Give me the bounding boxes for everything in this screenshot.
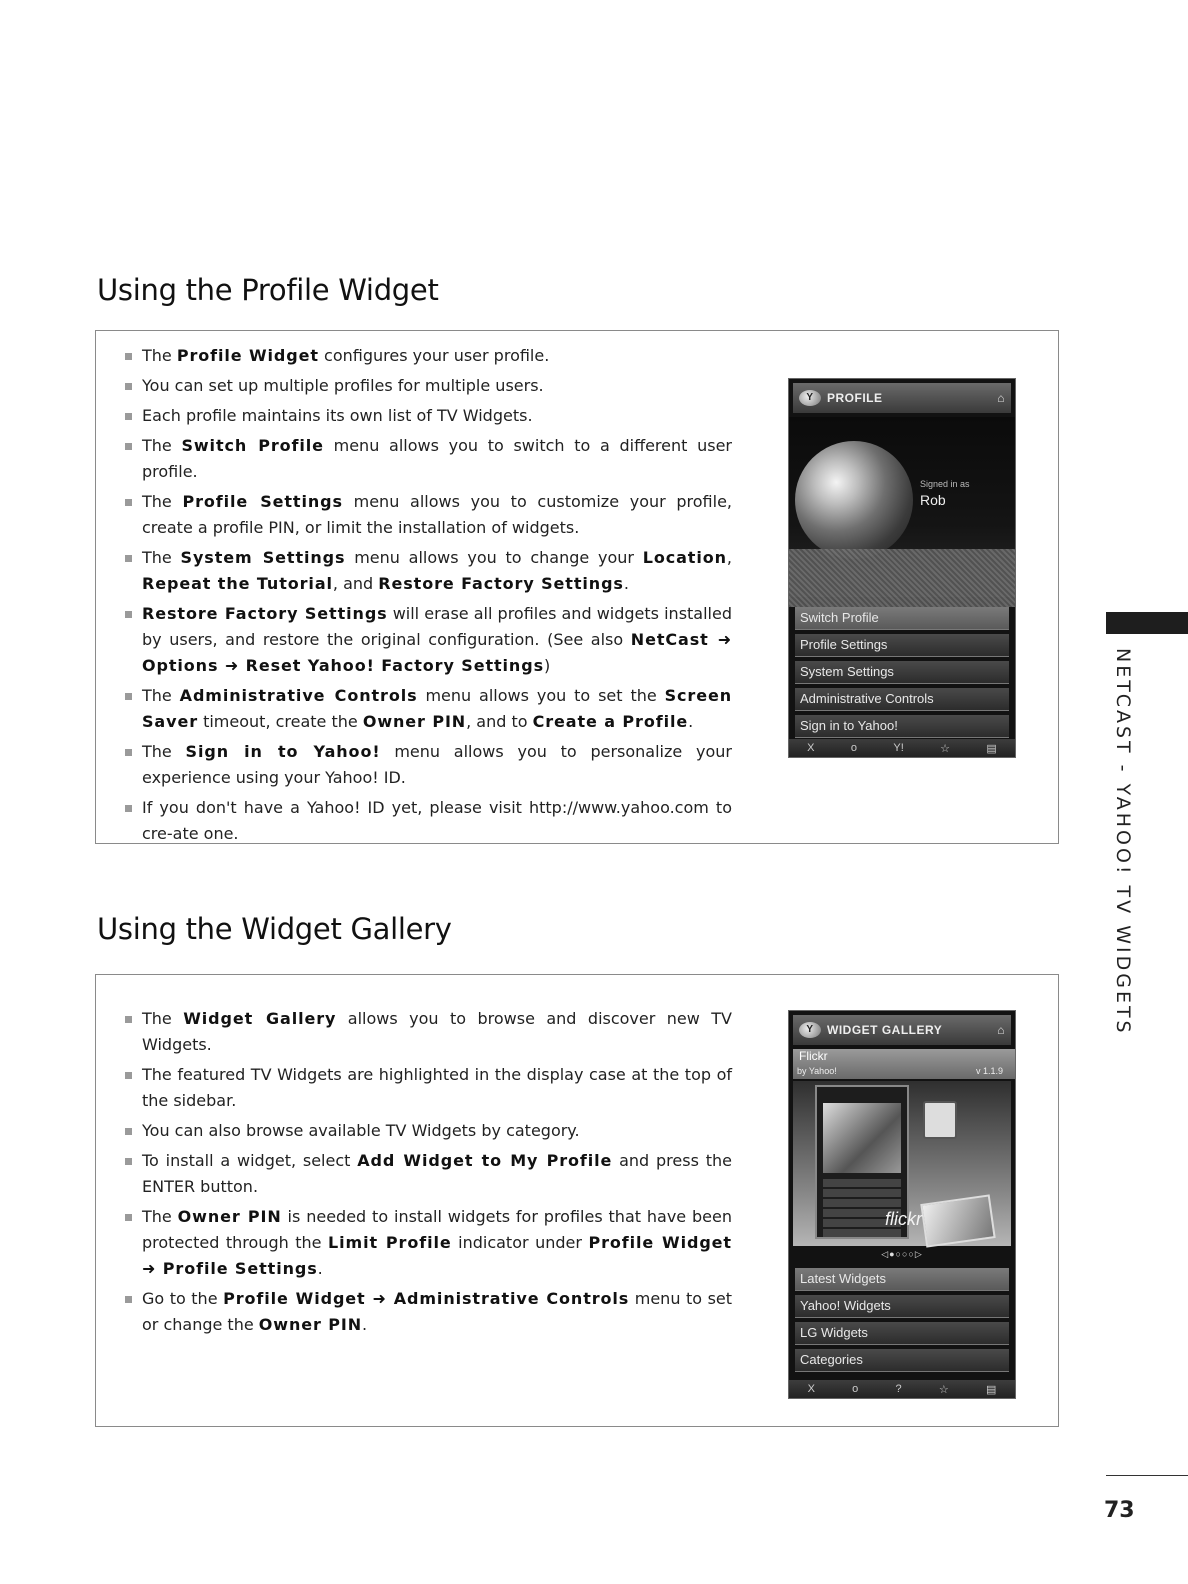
bullet-item	[124, 1006, 732, 1058]
bullet-item	[124, 1118, 732, 1144]
bold-term: Profile Widget	[176, 346, 319, 365]
bold-term: Limit Profile	[328, 1233, 452, 1252]
menu-item-categories[interactable]: Categories	[795, 1349, 1009, 1372]
bullet-text: , and to	[466, 712, 533, 731]
display-case[interactable]	[793, 1081, 1011, 1246]
bullet-text: The	[142, 346, 177, 365]
home-icon: ⌂	[997, 1023, 1005, 1037]
bold-term: Restore Factory Settings	[378, 574, 624, 593]
bold-term: Profile Settings	[182, 492, 343, 511]
settings-icon[interactable]: o	[850, 742, 857, 754]
bullet-text: .	[362, 1315, 368, 1334]
footer-rule	[1106, 1475, 1188, 1476]
bullet-text: will erase all profiles and widgets installed by users, and restore the original configuration. (See also	[142, 604, 732, 649]
bullet-item	[124, 795, 732, 847]
bold-term: Create a Profile	[532, 712, 689, 731]
gallery-menu	[795, 1268, 1009, 1376]
home-icon: ⌂	[997, 391, 1005, 405]
bullet-text: allows you to browse and discover new TV Widgets.	[142, 1009, 733, 1054]
bullet-item	[124, 601, 732, 679]
decor-band	[789, 549, 1015, 607]
profile-screen	[788, 378, 1016, 758]
settings-icon[interactable]: o	[852, 1383, 859, 1395]
bullet-item	[124, 343, 732, 369]
bold-term: Repeat the Tutorial	[142, 574, 333, 593]
bullet-item	[124, 545, 732, 597]
yahoo-icon: Y	[799, 390, 821, 406]
featured-widget-name: Flickr	[799, 1049, 828, 1063]
bold-term: Owner PIN	[258, 1315, 363, 1334]
widget-gallery-box	[95, 974, 1059, 1427]
bullet-text: The	[142, 742, 186, 761]
widget-gallery-bullets	[124, 1006, 732, 1342]
bullet-text: is needed to install widgets for profiles that have been protected through the	[142, 1207, 733, 1252]
menu-icon[interactable]: ▤	[986, 742, 997, 755]
bold-term: Restore Factory Settings	[142, 604, 388, 623]
bullet-text: menu to set or change the	[142, 1289, 733, 1334]
bullet-text: timeout, create the	[198, 712, 363, 731]
bullet-text: configures your user profile.	[318, 346, 550, 365]
bullet-text: .	[688, 712, 694, 731]
menu-item-administrative-controls[interactable]: Administrative Controls	[795, 688, 1009, 711]
flickr-logo: flickr	[885, 1209, 922, 1229]
bullet-text: and press the ENTER button.	[142, 1151, 733, 1196]
bullet-text: The featured TV Widgets are highlighted in the display case at the top of the sidebar.	[142, 1065, 732, 1110]
bullet-text: menu allows you to personalize your experience using your Yahoo! ID.	[142, 742, 732, 787]
bold-term: Sign in to Yahoo!	[185, 742, 381, 761]
bullet-item	[124, 1148, 732, 1200]
bold-term: Add Widget to My Profile	[357, 1151, 613, 1170]
bold-term: Owner PIN	[362, 712, 467, 731]
signed-in-user: Rob	[920, 492, 946, 508]
page-number: 73	[1104, 1498, 1135, 1523]
close-icon[interactable]: X	[807, 1383, 815, 1395]
section-heading-widget-gallery: Using the Widget Gallery	[97, 912, 452, 946]
menu-item-profile-settings[interactable]: Profile Settings	[795, 634, 1009, 657]
pager-dots[interactable]: ◁●○○○▷	[881, 1249, 923, 1259]
menu-icon[interactable]: ▤	[985, 1383, 997, 1396]
profile-widget-box	[95, 330, 1059, 844]
bold-term: Profile Widget ➜ Administrative Controls	[223, 1289, 630, 1308]
screen-title: WIDGET GALLERY	[827, 1023, 943, 1037]
bullet-item	[124, 403, 732, 429]
bullet-item	[124, 433, 732, 485]
bullet-text: menu allows you to set the	[417, 686, 665, 705]
bullet-item	[124, 683, 732, 735]
screen-footer	[789, 739, 1015, 757]
section-heading-profile-widget: Using the Profile Widget	[97, 273, 439, 307]
globe-image	[795, 441, 913, 559]
bullet-text: You can also browse available TV Widgets by category.	[142, 1121, 580, 1140]
bullet-text: If you don't have a Yahoo! ID yet, please visit http://www.yahoo.com to cre-ate one.	[142, 798, 732, 843]
screen-title-bar	[793, 383, 1011, 413]
bullet-text: menu allows you to change your	[345, 548, 643, 567]
bullet-text: You can set up multiple profiles for multiple users.	[142, 376, 544, 395]
bullet-text: menu allows you to customize your profile, create a profile PIN, or limit the installation of widgets.	[142, 492, 733, 537]
bold-term: Administrative Controls	[179, 686, 418, 705]
screen-footer	[789, 1380, 1015, 1398]
bullet-item	[124, 489, 732, 541]
signed-in-label: Signed in as	[920, 479, 970, 489]
bullet-text: indicator under	[451, 1233, 589, 1252]
bold-term: Widget Gallery	[183, 1009, 337, 1028]
bullet-text: .	[623, 574, 629, 593]
bullet-item	[124, 1204, 732, 1282]
bullet-item	[124, 1286, 732, 1338]
photos-image	[920, 1194, 995, 1247]
bullet-text: The	[142, 1009, 184, 1028]
bold-term: System Settings	[180, 548, 346, 567]
chapter-label: NETCAST - YAHOO! TV WIDGETS	[1112, 648, 1134, 1036]
bullet-item	[124, 373, 732, 399]
star-icon[interactable]: ☆	[938, 1383, 949, 1396]
bullet-text: To install a widget, select	[142, 1151, 358, 1170]
yahoo-icon[interactable]: Y!	[893, 742, 904, 754]
help-icon[interactable]: ?	[895, 1383, 902, 1395]
bullet-text: , and	[332, 574, 379, 593]
bullet-text: The	[142, 1207, 178, 1226]
bullet-item	[124, 1062, 732, 1114]
menu-item-lg-widgets[interactable]: LG Widgets	[795, 1322, 1009, 1345]
featured-widget-author: by Yahoo!	[797, 1066, 837, 1076]
menu-item-switch-profile[interactable]: Switch Profile	[795, 607, 1009, 630]
menu-item-yahoo-widgets[interactable]: Yahoo! Widgets	[795, 1295, 1009, 1318]
menu-item-latest-widgets[interactable]: Latest Widgets	[795, 1268, 1009, 1291]
bullet-text: The	[142, 686, 180, 705]
disc-icon	[923, 1101, 957, 1139]
widget-gallery-screen	[788, 1010, 1016, 1399]
menu-item-sign-in-yahoo[interactable]: Sign in to Yahoo!	[795, 715, 1009, 738]
bullet-text: .	[317, 1259, 323, 1278]
bullet-text: Each profile maintains its own list of TV Widgets.	[142, 406, 533, 425]
yahoo-icon: Y	[799, 1022, 821, 1038]
bold-term: Switch Profile	[181, 436, 324, 455]
profile-menu	[795, 607, 1009, 742]
bullet-text: Go to the	[142, 1289, 224, 1308]
bold-term: Profile Widget ➜ Profile Settings	[142, 1233, 732, 1278]
bold-term: Owner PIN	[177, 1207, 282, 1226]
bullet-text: The	[142, 548, 181, 567]
profile-widget-bullets	[124, 343, 732, 851]
screen-title-bar	[793, 1015, 1011, 1045]
bold-term: Screen Saver	[142, 686, 733, 731]
screen-title: PROFILE	[827, 391, 883, 405]
star-icon[interactable]: ☆	[940, 742, 950, 755]
chapter-tab	[1106, 612, 1188, 634]
bold-term: Location	[642, 548, 727, 567]
bold-term: NetCast ➜ Options ➜ Reset Yahoo! Factory Settings	[142, 630, 732, 675]
bullet-text: The	[142, 436, 182, 455]
bullet-text: menu allows you to switch to a different user profile.	[142, 436, 733, 481]
bullet-text: The	[142, 492, 183, 511]
close-icon[interactable]: X	[807, 742, 815, 754]
photo-thumbnail	[823, 1103, 901, 1173]
menu-item-system-settings[interactable]: System Settings	[795, 661, 1009, 684]
bullet-item	[124, 739, 732, 791]
bullet-text: ,	[726, 548, 733, 567]
bullet-text: )	[544, 656, 551, 675]
featured-widget-version: v 1.1.9	[975, 1066, 1003, 1076]
